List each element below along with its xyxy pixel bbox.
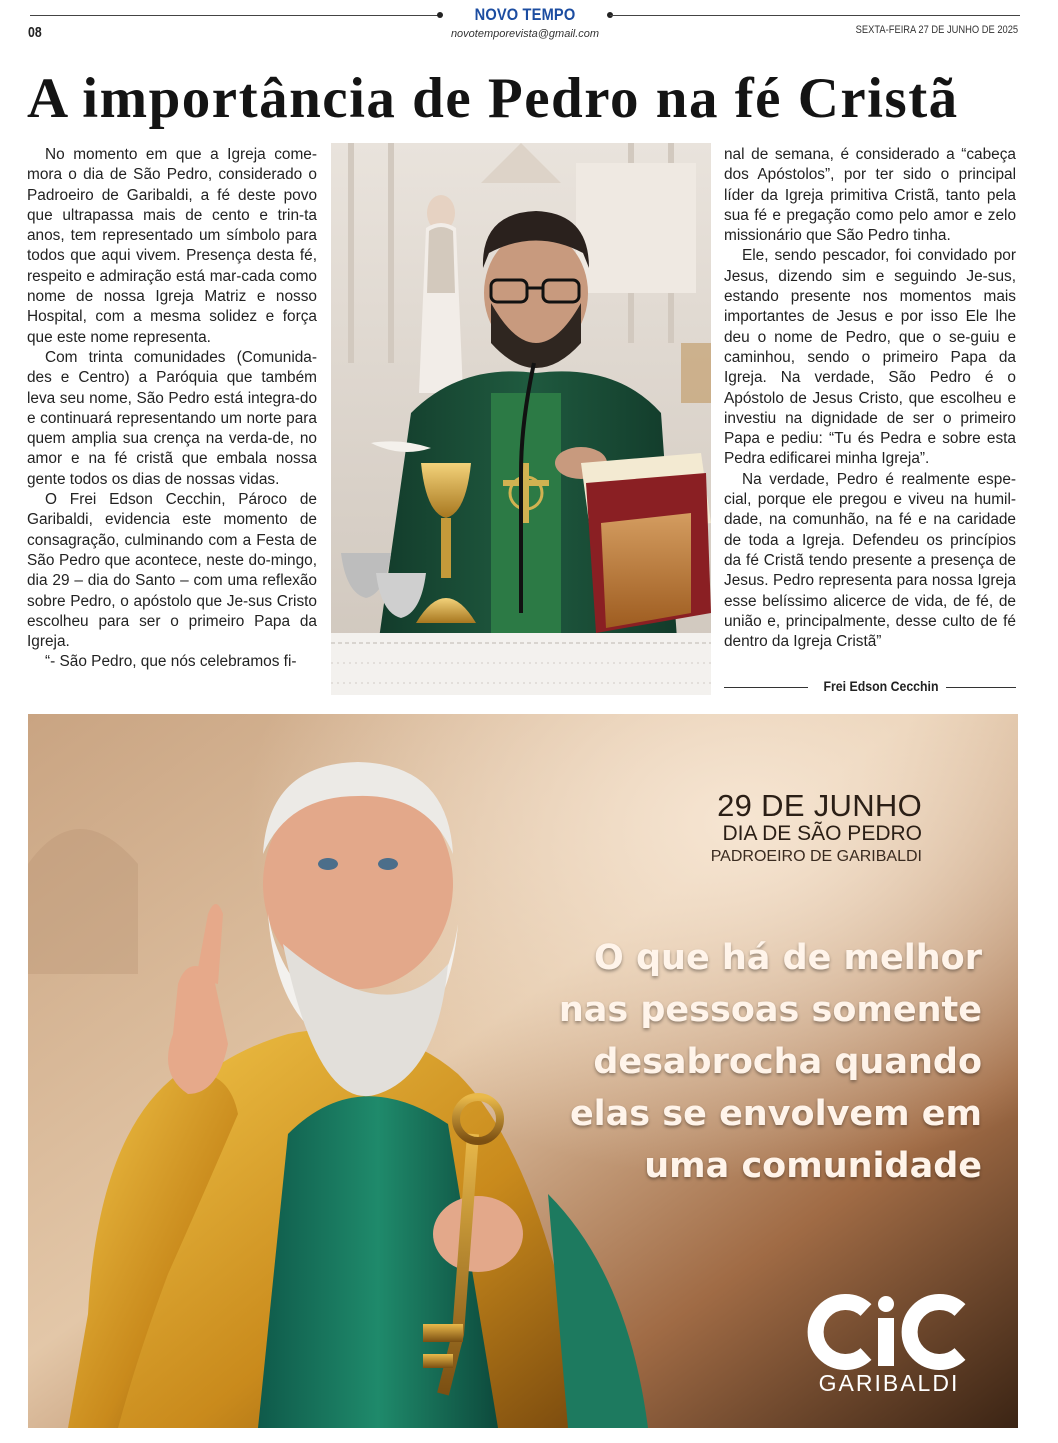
ad-day: DIA DE SÃO PEDRO — [722, 822, 922, 845]
article-headline: A importância de Pedro na fé Cristã — [27, 67, 959, 130]
quote-line: desabrocha quando — [593, 1042, 982, 1082]
header-rule-left — [30, 15, 440, 16]
ad-quote — [522, 932, 982, 1192]
cic-advertisement — [28, 714, 1018, 1428]
quote-line: nas pessoas somente — [558, 990, 982, 1030]
ad-patron: PADROEIRO DE GARIBALDI — [710, 848, 922, 865]
logo-subtitle: GARIBALDI — [818, 1370, 960, 1396]
article-column-1 — [27, 145, 317, 673]
paragraph: “- São Pedro, que nós celebramos fi- — [45, 653, 297, 671]
page-number: 08 — [28, 24, 42, 41]
publication-name: NOVO TEMPO — [474, 5, 576, 24]
paragraph: nal de semana, é considerado a “cabeça dos Apóstolos”, por ter sido o principal líder da Igreja primitiva Cristã, tanto pela sua fé e pregação como pelo amor e zelo missionário que São Pedro tinha. — [724, 146, 1016, 245]
paragraph: Na verdade, Pedro é realmente espe-cial, porque ele pregou e viveu na humil-dade, na comunhão, na fé e na caridade de toda a Igreja. Defendeu os princípios da fé Cristã tendo presente a presença de Jesus. Pedro representa para nossa Igreja esse belíssimo alicerce de vida, de fé, de união e, principalmente, desse culto de fé dentro da Igreja Cristã” — [724, 470, 1016, 651]
cic-logo-mark — [804, 1292, 974, 1372]
paragraph: O Frei Edson Cecchin, Pároco de Garibaldi, evidencia este momento de consagração, culminando com a Festa de São Pedro que acontece, neste do-mingo, dia 29 – dia do Santo – com uma reflexão sobre Pedro, o apóstolo que Je-sus Cristo escolheu para ser o primeiro Papa da Igreja. — [27, 491, 317, 651]
article-column-2 — [724, 145, 1016, 652]
signature-name: Frei Edson Cecchin — [823, 678, 939, 694]
paragraph: No momento em que a Igreja come-mora o dia de São Pedro, considerado o Padroeiro de Garibaldi, a fé deste povo que ultrapassa mais de cento e trin-ta anos, tem representado um símbolo para todos que aqui vivem. Presença desta fé, respeito e admiração está mar-cada como nome de nossa Igreja Matriz e nosso Hospital, com a mesma solidez e força que este nome representa. — [27, 146, 317, 346]
signature-rule-left — [724, 687, 808, 688]
quote-line: elas se envolvem em — [569, 1094, 982, 1134]
article-signature — [724, 678, 1016, 698]
quote-line: uma comunidade — [644, 1146, 982, 1186]
header-dot-left — [437, 12, 443, 18]
paragraph: Ele, sendo pescador, foi convidado por Jesus, dizendo sim e seguindo Je-sus, estando presente nos momentos mais importantes de Jesus e por isso Ele lhe deu o nome de Pedro, que o se-guiu e caminhou, sendo o primeiro Papa da Igreja. Na verdade, São Pedro é o Apóstolo de Jesus Cristo, que escolheu e investiu na dignidade de ser o primeiro Papa e pediu: “Tu és Pedra e sobre esta Pedra edificarei minha Igreja”. — [724, 247, 1016, 468]
header-rule-right — [610, 15, 1020, 16]
paragraph: Com trinta comunidades (Comunida-des e Centro) a Paróquia que também leva seu nome, São Pedro está integra-do e continuará representando um norte para quem amplia sua crença na verda-de, no amor e na fé cristã que embala nossa gente todos os dias de nossas vidas. — [27, 348, 317, 488]
cic-logo — [804, 1292, 974, 1402]
signature-rule-right — [946, 687, 1016, 688]
priest-photo — [331, 143, 711, 695]
page-header — [0, 0, 1058, 50]
quote-line: O que há de melhor — [594, 938, 982, 978]
publication-email: novotemporevista@gmail.com — [450, 28, 600, 40]
issue-date: SEXTA-FEIRA 27 DE JUNHO DE 2025 — [855, 24, 1018, 36]
ad-date: 29 DE JUNHO — [717, 788, 922, 823]
